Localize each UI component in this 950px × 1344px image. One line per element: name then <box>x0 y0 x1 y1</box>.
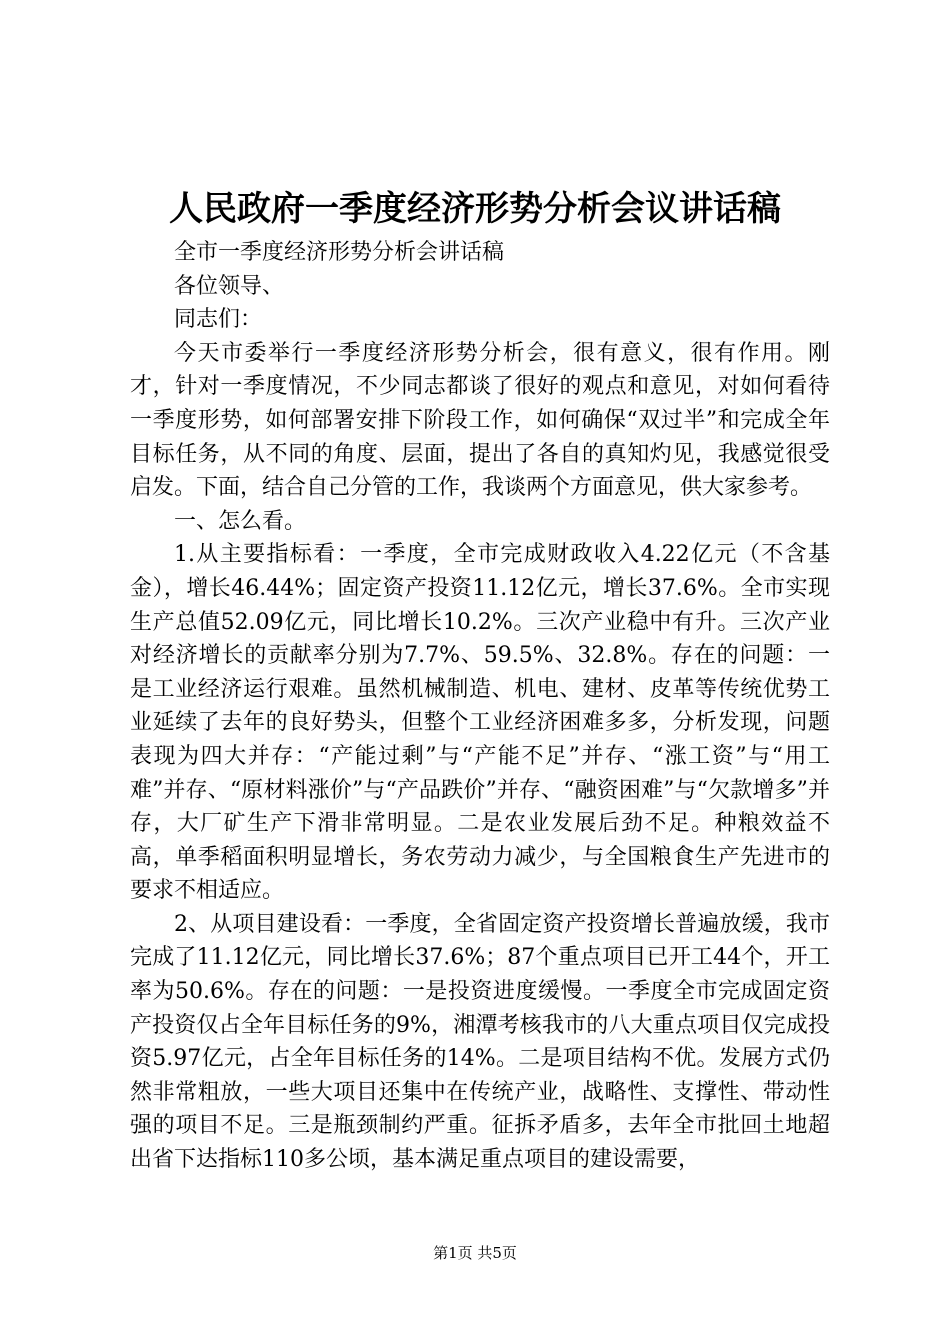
document-body <box>130 236 830 1177</box>
salutation-line-1: 各位领导、 <box>174 273 285 299</box>
subtitle-line: 全市一季度经济形势分析会讲话稿 <box>174 240 505 265</box>
page-title: 人民政府一季度经济形势分析会议讲话稿 <box>169 189 781 229</box>
page-number: 第1页 共5页 <box>433 1244 517 1262</box>
projects-paragraph: 2、从项目建设看：一季度，全省固定资产投资增长普遍放缓，我市完成了11.12亿元，同比增长37.6%；87个重点项目已开工44个，开工率为50.6%。存在的问题：一是投资进度缓慢。一季度全市完成固定资产投资仅占全年目标任务的9%，湘潭考核我市的八大重点项目仅完成投资5.97亿元，占全年目标任务的14%。二是项目结构不优。发展方式仍然非常粗放，一些大项目还集中在传统产业，战略性、支撑性、带动性强的项目不足。三是瓶颈制约严重。征拆矛盾多，去年全市批回土地超出省下达指标110多公顷，基本满足重点项目的建设需要， <box>130 911 830 1173</box>
salutation-line-2: 同志们： <box>174 307 263 333</box>
indicators-paragraph: 1.从主要指标看：一季度，全市完成财政收入4.22亿元（不含基金），增长46.44%；固定资产投资11.12亿元，增长37.6%。全市实现生产总值52.09亿元，同比增长10.2%。三次产业稳中有升。三次产业对经济增长的贡献率分别为7.7%、59.5%、32.8%。存在的问题：一是工业经济运行艰难。虽然机械制造、机电、建材、皮革等传统优势工业延续了去年的良好势头，但整个工业经济困难多多，分析发现，问题表现为四大并存：“产能过剩”与“产能不足”并存、“涨工资”与“用工难”并存、“原材料涨价”与“产品跌价”并存、“融资困难”与“欠款增多”并存，大厂矿生产下滑非常明显。二是农业发展后劲不足。种粮效益不高，单季稻面积明显增长，务农劳动力减少，与全国粮食生产先进市的要求不相适应。 <box>130 542 830 904</box>
section-heading: 一、怎么看。 <box>174 508 307 534</box>
intro-paragraph: 今天市委举行一季度经济形势分析会，很有意义，很有作用。刚才，针对一季度情况，不少同志都谈了很好的观点和意见，对如何看待一季度形势，如何部署安排下阶段工作，如何确保“双过半”和完成全年目标任务，从不同的角度、层面，提出了各自的真知灼见，我感觉很受启发。下面，结合自己分管的工作，我谈两个方面意见，供大家参考。 <box>130 340 830 501</box>
